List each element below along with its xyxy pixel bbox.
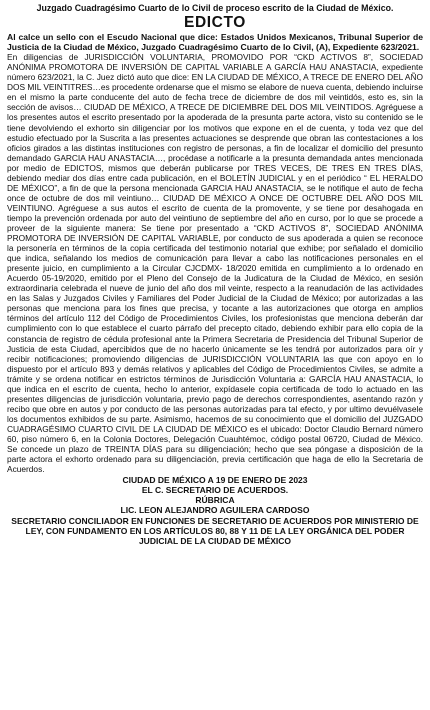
closing-date: CIUDAD DE MÉXICO A 19 DE ENERO DE 2023 — [122, 475, 308, 486]
document-title: EDICTO — [184, 14, 246, 31]
signer-title-footer: SECRETARIO CONCILIADOR EN FUNCIONES DE SECRETARIO DE ACUERDOS POR MINISTERIO DE LEY, CON FUNDAMENTO EN LOS ARTÍCULOS 80, 88 Y 11 DE LA LEY ORGÁNICA DEL PODER JUDICIAL DE LA CIUDAD DE MÉXICO — [11, 515, 419, 546]
court-header: Juzgado Cuadragésimo Cuarto de lo Civil de proceso escrito de la Ciudad de México. — [36, 3, 394, 13]
signer-name: LIC. LEON ALEJANDRO AGUILERA CARDOSO — [120, 505, 310, 516]
edict-body: En diligencias de JURISDICCIÓN VOLUNTARIA, PROMOVIDO POR “CKD ACTIVOS 8”, SOCIEDAD ANÓNIMA PROMOTORA DE INVERSIÓN DE CAPITAL VARIABLE A GARCÍA HAU ANASTACIA, expediente número 623/2021, la C. Juez dictó auto que dice: EN LA CIUDAD DE MÉXICO, A TRECE DE ENERO DEL AÑO DOS MIL VEINTITRES…es procedente ordenarse que el mismo se elabore de nueva cuenta, debiendo incluirse en el mismo la parte conducente del auto de fecha trece de diciembre de dos mil veintidós, esto es, sin la sección de avisos… CIUDAD DE MÉXICO, A TRECE DE DICIEMBRE DEL DOS MIL VEINTIDOS. Agréguese a los presentes autos el escrito presentado por la apoderada de la presunta parte actora, visto su contenido se le tiene devolviendo el exhorto sin diligenciar por los motivos que expone en el de cuenta, y toda vez que del estudio efectuado por la Suscrita a las presentes actuaciones se desprende que obran las contestaciones a los oficios girados a las distintas instituciones con registro de personas, a fin de localizar el domicilio del presunto demandado GARCIA HAU ANASTACIA…, procédase a notificarle a la presunta demandada antes mencionada por medio de EDICTOS, mismos que deberán publicarse por TRES VECES, DE TRES EN TRES DÍAS, debiendo mediar dos días entre cada publicación, en el BOLETÍN JUDICIAL y en el periódico “ EL HERALDO DE MÉXICO”, a fin de que la persona mencionada GARCIA HAU ANASTACIA, se le notifique el auto de fecha once de octubre de dos mil veintiuno… CIUDAD DE MÉXICO A ONCE DE OCTUBRE DEL AÑO DOS MIL VEINTIUNO. Agréguese a sus autos el escrito de cuenta de la promovente, y se tiene por desahogada en tiempo la prevención ordenada por auto del veintiuno de septiembre del año en curso, por lo que se procede a proveer de la siguiente manera: Se tiene por presentado a “CKD ACTIVOS 8”, SOCIEDAD ANÓNIMA PROMOTORA DE INVERSIÓN DE CAPITAL VARIABLE, por conducto de sus apoderada a quien se reconoce la personería en términos de la copia certificada del testimonio notarial que exhibe; por señalado el domicilio que indica, señalando los medios de comunicación para llevar a cabo las notificaciones personales en el presente juicio, en cumplimiento a la Circular CJCDMX- 18/2020 emitida en cumplimiento a lo ordenado en Acuerdo 05-19/2020, emitido por el Pleno del Consejo de la Judicatura de la Ciudad de México, en sesión extraordinaria celebrada el nueve de junio del año dos mil veinte, respecto a la reanudación de las actividades en las Salas y Juzgados Civiles y Familiares del Poder Judicial de la Ciudad de México; por autorizadas a las personas que menciona para los fines que precisa, y tocante a las autorizaciones que otorga en amplios términos del artículo 112 del Código de Procedimientos Civiles, los profesionistas que menciona deberán dar cumplimiento con lo que establece el cuarto párrafo del precepto citado, debiendo exhibir para ello copia de la constancia de registro de cédula profesional ante la Primera Secretaria de Presidencia del Tribunal Superior de Justicia de esta Ciudad, apercibidos que de no hacerlo únicamente se les tendrá por autorizados para oír y recibir notificaciones; promoviendo diligencias de JURISDICCIÓN VOLUNTARIA las que con apoyo en lo dispuesto por el artículo 893 y demás relativos y aplicables del Código de Procedimientos Civiles, se admite a trámite y se ordena notificar en estrictos términos de Jurisdicción Voluntaria a: GARCÍA HAU ANASTACIA, lo que indica en el escrito de cuenta, hecho lo anterior, expídasele copia certificada de todo lo actuado en las presentes diligencias de jurisdicción voluntaria, previo pago de derechos correspondientes, asentando razón y recibo que obre en autos y por conducto de las personas autorizadas para tal efecto, y por ultimo devuélvasele los documentos exhibidos de su parte. Asimismo, hacemos de su conocimiento que el domicilio del JUZGADO CUADRAGÉSIMO CUARTO CIVIL DE LA CIUDAD DE MÉXICO es el ubicado: Doctor Claudio Bernard número 60, piso número 6, en la Colonia Doctores, Delegación Cuauhtémoc, código postal 06720, Ciudad de México. Se concede un plazo de TREINTA DÍAS para su diligenciación; hecho que sea póngase a disposición de la parte actora el exhorto ordenado para su diligenciación, previa certificación que haga de ello la Secretaria de Acuerdos. — [7, 52, 423, 475]
seal-intro: Al calce un sello con el Escudo Nacional que dice: Estados Unidos Mexicanos, Tribunal Superior de Justicia de la Ciudad de México, Juzgado Cuadragésimo Cuarto de lo Civil, (A), Expediente 623/2021. — [7, 32, 423, 53]
closing-block — [7, 475, 423, 515]
closing-role: EL C. SECRETARIO DE ACUERDOS. — [141, 485, 289, 496]
closing-rubrica: RÚBRICA — [195, 495, 235, 506]
